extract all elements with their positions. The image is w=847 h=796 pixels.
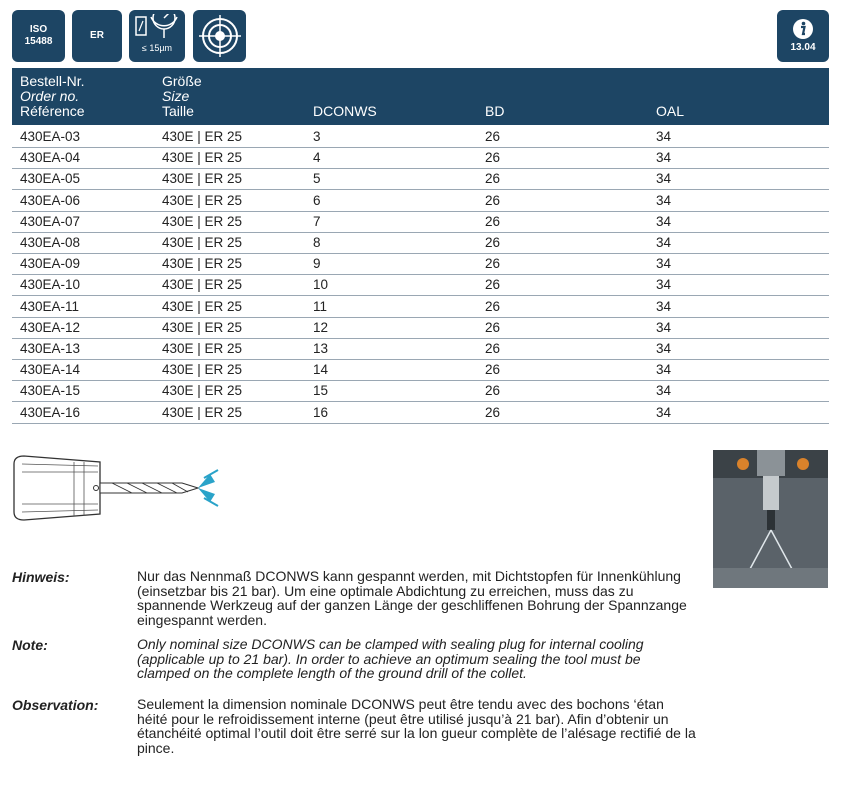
dconws-cell: 15 <box>313 383 329 399</box>
order-no-cell: 430EA-10 <box>20 277 81 293</box>
header-bd: BD <box>485 103 505 119</box>
dial-gauge-icon <box>133 14 181 40</box>
table-row <box>12 211 829 233</box>
size-cell: 430E | ER 25 <box>162 235 243 250</box>
table-row <box>12 402 829 424</box>
er-badge <box>72 10 122 62</box>
size-cell: 430E | ER 25 <box>162 404 243 420</box>
dconws-cell: 4 <box>313 150 321 166</box>
table-row <box>12 190 829 212</box>
order-no-cell: 430EA-05 <box>20 171 81 187</box>
info-icon <box>792 18 814 40</box>
oal-cell: 34 <box>656 213 672 229</box>
size-cell: 430E | ER 25 <box>162 256 243 272</box>
dconws-cell: 9 <box>313 256 321 272</box>
size-cell: 430E | ER 25 <box>162 277 243 293</box>
table-row <box>12 253 829 275</box>
observation-text: Seulement la dimension nominale DCONWS peut être tendu avec des bochons ‘étan héité pour le refroidissement interne (peut être utilisé jusqu’à 21 bar). Afin d’obtenir un étanchéité optimal l’outil doit être serré sur la lon gueur complète de l’alésage rectifié de la pince. <box>137 696 696 756</box>
iso-label: ISO <box>29 24 48 35</box>
bd-cell: 26 <box>485 129 501 144</box>
header-size: Größe Size Taille <box>162 73 202 119</box>
dconws-cell: 12 <box>313 319 329 335</box>
dconws-cell: 5 <box>313 171 321 187</box>
header-order-no: Bestell-Nr. Order no. Référence <box>20 73 85 119</box>
oal-cell: 34 <box>656 256 672 272</box>
oal-cell: 34 <box>656 150 672 166</box>
page-number: 13.04 <box>790 42 816 53</box>
bd-cell: 26 <box>485 341 501 356</box>
table-row <box>12 359 829 381</box>
order-no-cell: 430EA-14 <box>20 362 81 378</box>
oal-cell: 34 <box>656 277 672 293</box>
dconws-cell: 16 <box>313 404 329 420</box>
tolerance-badge <box>129 10 185 62</box>
size-cell: 430E | ER 25 <box>162 362 243 378</box>
bd-cell: 26 <box>485 277 501 293</box>
bd-cell: 26 <box>485 298 501 314</box>
hinweis-text: Nur das Nennmaß DCONWS kann gespannt werden, mit Dichtstopfen für Innenkühlung (einsetzbar bis 21 bar). Um eine optimale Abdichtung zu erreichen, muss das zu spannende Werkzeug auf der ganzen Länge der geschliffenen Bohrung der Spannzange eingespannt werden. <box>137 568 687 628</box>
order-no-cell: 430EA-16 <box>20 404 81 420</box>
size-cell: 430E | ER 25 <box>162 171 243 187</box>
size-cell: 430E | ER 25 <box>162 150 243 166</box>
order-no-cell: 430EA-06 <box>20 192 81 208</box>
note-label: Note: <box>12 637 48 653</box>
table-row <box>12 147 829 169</box>
oal-cell: 34 <box>656 383 672 399</box>
oal-cell: 34 <box>656 341 672 356</box>
iso-badge <box>12 10 65 62</box>
oal-cell: 34 <box>656 235 672 250</box>
oal-cell: 34 <box>656 192 672 208</box>
info-badge[interactable] <box>777 10 829 62</box>
dconws-cell: 8 <box>313 235 321 250</box>
order-no-cell: 430EA-13 <box>20 341 81 356</box>
oal-cell: 34 <box>656 362 672 378</box>
dconws-cell: 14 <box>313 362 329 378</box>
oal-cell: 34 <box>656 298 672 314</box>
dconws-cell: 13 <box>313 341 329 356</box>
bd-cell: 26 <box>485 213 501 229</box>
bd-cell: 26 <box>485 171 501 187</box>
table-header <box>12 68 829 125</box>
order-no-cell: 430EA-09 <box>20 256 81 272</box>
target-icon <box>198 14 242 58</box>
order-no-cell: 430EA-12 <box>20 319 81 335</box>
size-cell: 430E | ER 25 <box>162 129 243 144</box>
dconws-cell: 6 <box>313 192 321 208</box>
table-row <box>12 168 829 190</box>
tolerance-label: ≤ 15µm <box>141 43 173 53</box>
machine-spindle-photo <box>713 450 828 588</box>
table-row <box>12 296 829 318</box>
oal-cell: 34 <box>656 171 672 187</box>
bd-cell: 26 <box>485 319 501 335</box>
table-row <box>12 338 829 360</box>
dconws-cell: 10 <box>313 277 329 293</box>
dconws-cell: 11 <box>313 298 328 314</box>
header-dconws: DCONWS <box>313 103 377 119</box>
dconws-cell: 7 <box>313 213 321 229</box>
order-no-cell: 430EA-08 <box>20 235 81 250</box>
oal-cell: 34 <box>656 129 672 144</box>
order-no-cell: 430EA-03 <box>20 129 81 144</box>
bd-cell: 26 <box>485 256 501 272</box>
order-no-cell: 430EA-11 <box>20 298 80 314</box>
bd-cell: 26 <box>485 383 501 399</box>
order-no-cell: 430EA-07 <box>20 213 81 229</box>
header-oal: OAL <box>656 103 685 119</box>
table-row <box>12 274 829 296</box>
size-cell: 430E | ER 25 <box>162 341 243 356</box>
oal-cell: 34 <box>656 319 672 335</box>
table-row <box>12 232 829 254</box>
iso-number: 15488 <box>24 36 53 47</box>
size-cell: 430E | ER 25 <box>162 319 243 335</box>
size-cell: 430E | ER 25 <box>162 383 243 399</box>
size-cell: 430E | ER 25 <box>162 192 243 208</box>
bd-cell: 26 <box>485 235 501 250</box>
er-label: ER <box>90 30 104 41</box>
bd-cell: 26 <box>485 362 501 378</box>
order-no-cell: 430EA-15 <box>20 383 81 399</box>
size-cell: 430E | ER 25 <box>162 213 243 229</box>
bd-cell: 26 <box>485 404 501 420</box>
table-row <box>12 317 829 339</box>
order-no-cell: 430EA-04 <box>20 150 81 166</box>
note-text: Only nominal size DCONWS can be clamped with sealing plug for internal cooling (applicable up to 21 bar). In order to achieve an optimum sealing the tool must be clamped on the complete length of the ground drill of the collet. <box>137 636 644 681</box>
collet-drill-illustration <box>12 452 222 524</box>
table-row <box>12 126 829 148</box>
table-row <box>12 380 829 402</box>
observation-label: Observation: <box>12 697 99 713</box>
concentricity-badge <box>193 10 246 62</box>
dconws-cell: 3 <box>313 129 321 144</box>
bd-cell: 26 <box>485 150 501 166</box>
hinweis-label: Hinweis: <box>12 569 70 585</box>
oal-cell: 34 <box>656 404 672 420</box>
size-cell: 430E | ER 25 <box>162 298 243 314</box>
bd-cell: 26 <box>485 192 501 208</box>
